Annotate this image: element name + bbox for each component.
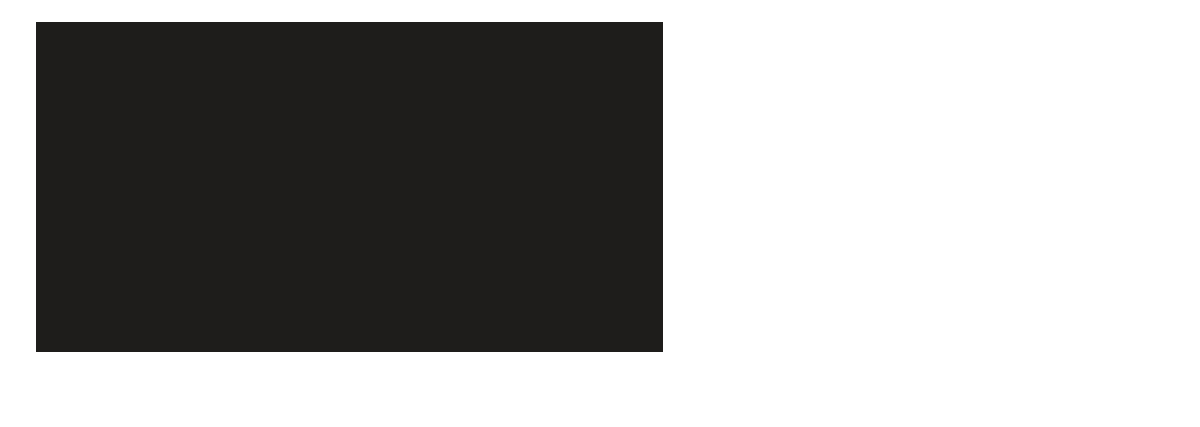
media-placeholder[interactable] [36,22,663,352]
